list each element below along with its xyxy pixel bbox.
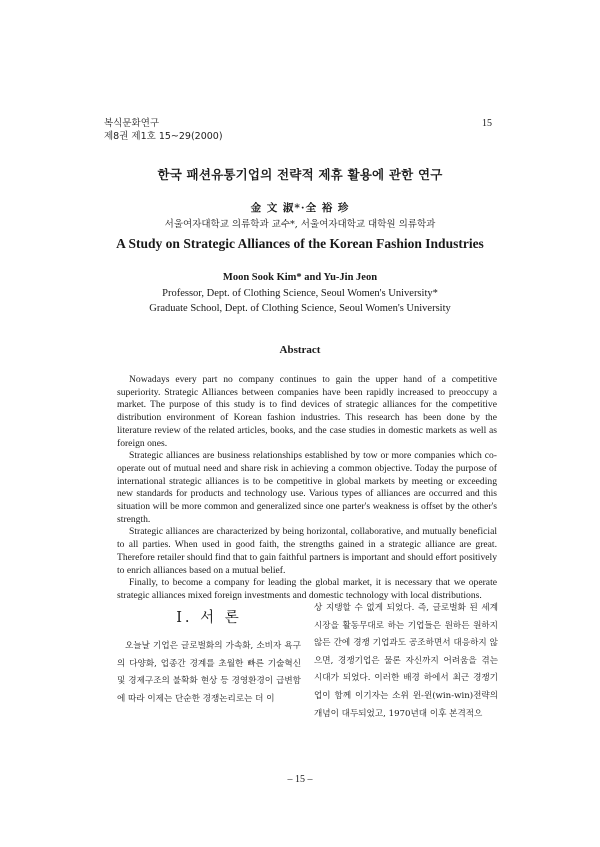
title-korean: 한국 패션유통기업의 전략적 제휴 활용에 관한 연구 <box>157 167 443 182</box>
affiliation-english-2: Graduate School, Dept. of Clothing Science, Seoul Women's University <box>149 303 451 314</box>
journal-volume: 제8권 제1호 15~29(2000) <box>104 131 223 142</box>
journal-name: 복식문화연구 <box>104 118 160 129</box>
authors-korean: 金 文 淑*·全 裕 珍 <box>250 202 350 214</box>
abstract-paragraph: Strategic alliances are business relationships established by tow or more companies which co-operate out of mutual need and share risk in achieving a common objective. Today the purpose of international strategic alliances is to be competitive in global markets by meeting or exceeding new standards for products and technology use. Various types of alliances are occurred and this situation will be more common and generalized since one parter's weakness is offset by the other's strength. <box>117 450 497 525</box>
abstract-paragraph: Strategic alliances are characterized by being horizontal, collaborative, and mutually beneficial to all parties. When used in good faith, the strengths gained in a strategic alliance are great. Therefore retailer should find that to gain faithful partners is important and should effort positively to enrich alliances based on a mutual belief. <box>117 526 497 576</box>
abstract-body <box>117 374 497 603</box>
page-number-top: 15 <box>482 118 492 129</box>
page-number-footer: – 15 – <box>287 774 313 785</box>
body-column-left <box>117 600 301 708</box>
body-text-right: 상 지탱할 수 없게 되었다. 즉, 글로벌화 된 세계시장을 활동무대로 하는 기업들은 원하든 원하지 않든 간에 경쟁 기업과도 공조하면서 대응하지 않으면, 경쟁기업은 물론 자신까지 어려움을 겪는 시대가 되었다. 이러한 배경 하에서 최근 경쟁기업이 함께 이기자는 소위 윈-윈(win-win)전략의 개념이 대두되었고, 1970년대 이후 본격적으 <box>314 603 498 719</box>
affiliation-english-1: Professor, Dept. of Clothing Science, Seoul Women's University* <box>162 288 438 299</box>
abstract-heading: Abstract <box>279 344 321 356</box>
abstract-paragraph: Finally, to become a company for leading the global market, it is necessary that we operate strategic alliances mixed foreign investments and domestic technology with local distributions. <box>117 577 497 601</box>
section-heading: Ⅰ. 서 론 <box>176 610 242 626</box>
authors-english: Moon Sook Kim* and Yu-Jin Jeon <box>222 272 378 283</box>
title-english: A Study on Strategic Alliances of the Korean Fashion Industries <box>116 236 484 251</box>
affiliation-korean: 서울여자대학교 의류학과 교수*, 서울여자대학교 대학원 의류학과 <box>164 219 436 230</box>
journal-info <box>104 117 223 143</box>
body-column-right <box>314 600 498 723</box>
abstract-paragraph: Nowadays every part no company continues to gain the upper hand of a competitive superiority. Strategic Alliances between companies have been rapidly increased to preoccupy a market. The purpose of this study is to find devices of strategic alliances for the competitive distribution environment of Korean fashion industries. This research has been done by the literature review of the related articles, books, and the case studies in domestic markets as well as foreign ones. <box>117 374 497 449</box>
body-text-left: 오늘날 기업은 글로벌화의 가속화, 소비자 욕구의 다양화, 업종간 경계를 초월한 빠른 기술혁신 및 경제구조의 불확화 현상 등 경영환경이 급변함에 따라 이제는 단순한 경쟁논리로는 더 이 <box>117 641 301 704</box>
